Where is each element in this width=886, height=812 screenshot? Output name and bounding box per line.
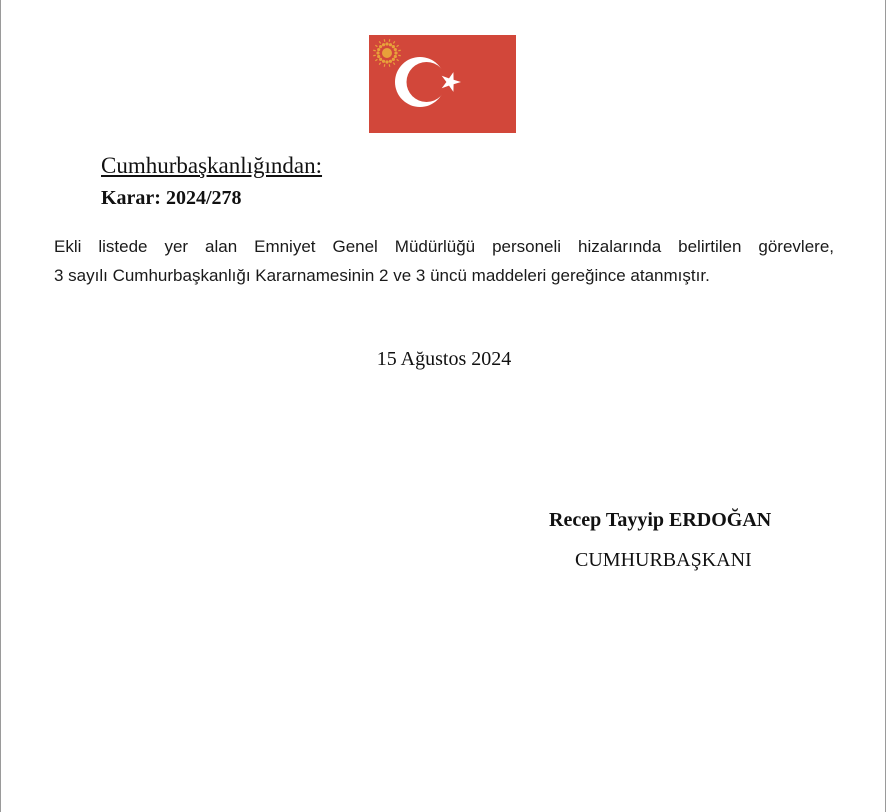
issuer-heading: Cumhurbaşkanlığından: [101, 153, 323, 178]
body-line-2: 3 sayılı Cumhurbaşkanlığı Kararnamesinin 2 ve 3 üncü maddeleri gereğince atanmıştır. [54, 266, 710, 285]
decision-date: 15 Ağustos 2024 [376, 348, 512, 370]
decision-body [54, 232, 834, 290]
presidential-flag-icon [369, 35, 516, 133]
body-line-1: Ekli listede yer alan Emniyet Genel Müdürlüğü personeli hizalarında belirtilen görevlere, [54, 237, 834, 256]
signatory-title: CUMHURBAŞKANI [575, 549, 752, 571]
decision-number: Karar: 2024/278 [101, 187, 242, 209]
signatory-name: Recep Tayyip ERDOĞAN [549, 509, 772, 531]
